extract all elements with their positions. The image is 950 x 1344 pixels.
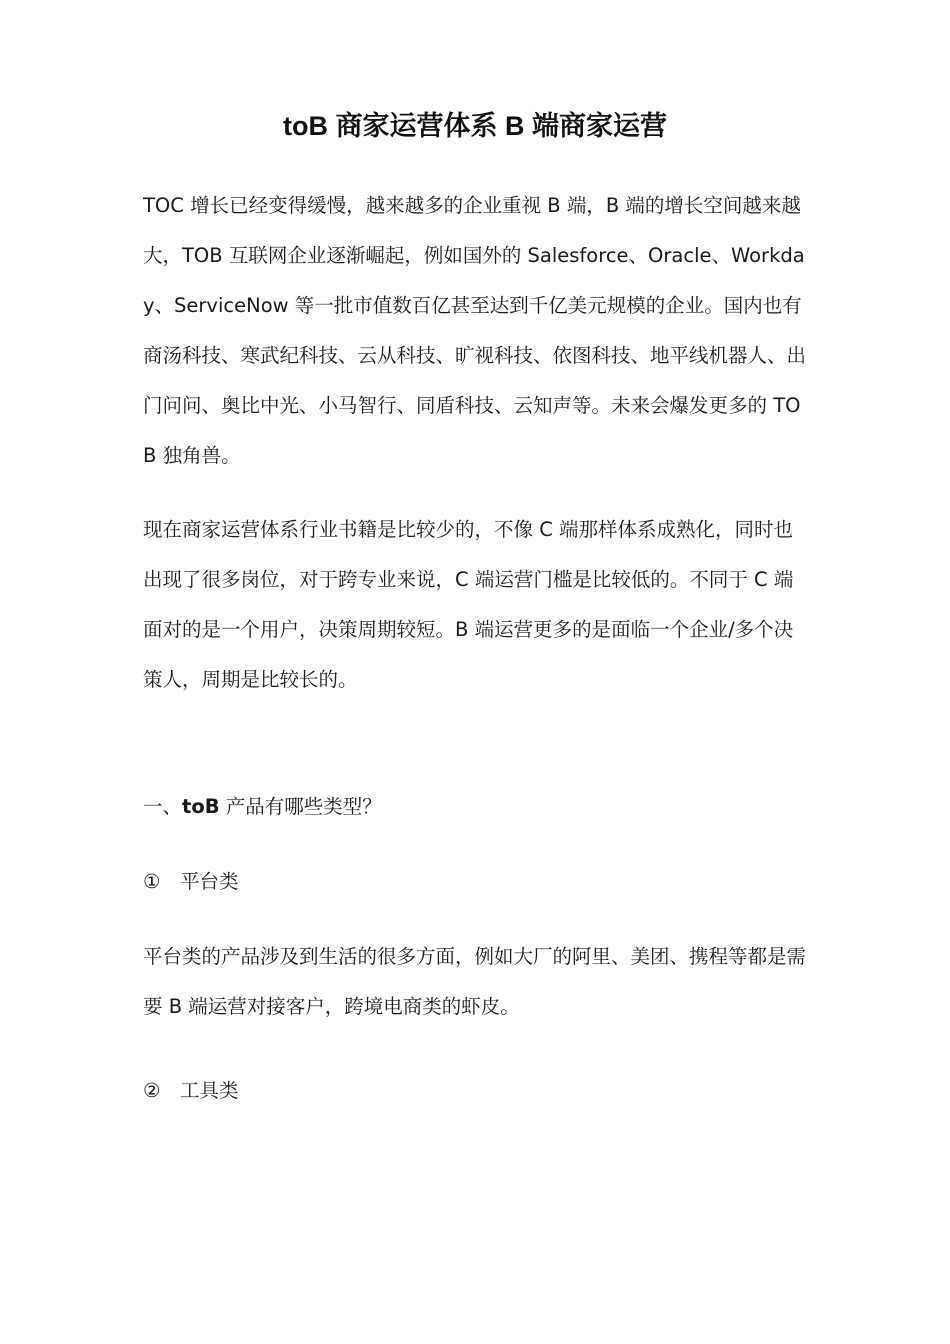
subsection-tools xyxy=(143,1066,239,1116)
section-heading-bold: toB xyxy=(182,795,220,818)
section-heading xyxy=(143,782,382,832)
paragraph-intro: TOC 增长已经变得缓慢，越来越多的企业重视 B 端，B 端的增长空间越来越大，TOB 互联网企业逐渐崛起，例如国外的 Salesforce、Oracle、Workday、ServiceNow 等一批市值数百亿甚至达到千亿美元规模的企业。国内也有商汤科技、寒武纪科技、云从科技、旷视科技、依图科技、地平线机器人、出门问问、奥比中光、小马智行、同盾科技、云知声等。未来会爆发更多的 TOB 独角兽。 xyxy=(143,194,807,467)
document-title: toB 商家运营体系 B 端商家运营 xyxy=(283,111,667,141)
subsection-label: 平台类 xyxy=(180,870,239,893)
section-heading-prefix: 一、 xyxy=(143,795,183,818)
section-heading-suffix: 产品有哪些类型？ xyxy=(219,795,382,818)
paragraph-platform: 平台类的产品涉及到生活的很多方面，例如大厂的阿里、美团、携程等都是需要 B 端运营对接客户，跨境电商类的虾皮。 xyxy=(143,945,807,1018)
subsection-marker: ① xyxy=(143,870,161,893)
subsection-label: 工具类 xyxy=(180,1079,239,1102)
paragraph-context: 现在商家运营体系行业书籍是比较少的，不像 C 端那样体系成熟化，同时也出现了很多岗位，对于跨专业来说，C 端运营门槛是比较低的。不同于 C 端面对的是一个用户，决策周期较短。B 端运营更多的是面临一个企业/多个决策人，周期是比较长的。 xyxy=(143,518,794,691)
subsection-platform xyxy=(143,857,239,907)
subsection-marker: ② xyxy=(143,1079,161,1102)
